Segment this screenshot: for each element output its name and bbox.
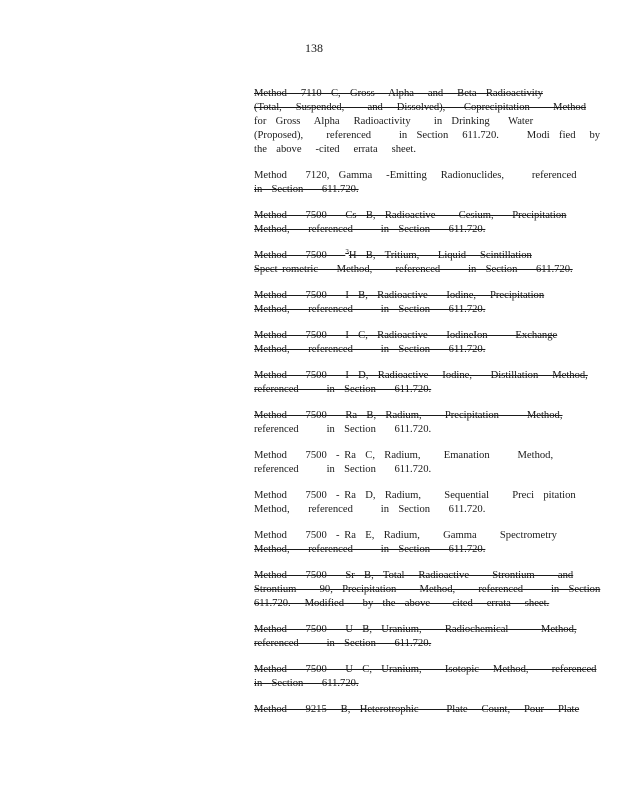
text-line	[254, 144, 528, 156]
struck-text: referenced in Section 611.720.	[254, 638, 432, 649]
struck-text: Method 7500 Sr B, Total Radioactive Strontium and	[254, 570, 574, 581]
struck-text: Method 9215 B, Heterotrophic Plate Count, Pour Plate	[254, 704, 580, 715]
struck-text: Spect rometric Method, referenced in Section 611.720.	[254, 264, 573, 275]
struck-text: Method 7500 I B, Radioactive Iodine, Precipitation	[254, 290, 545, 301]
text-line	[254, 184, 528, 196]
struck-text: Method, referenced in Section 611.720.	[254, 544, 486, 555]
struck-text: Strontium 90, Precipitation Method, referenced in Section	[254, 584, 601, 595]
struck-text: (Total, Suspended, and Dissolved), Coprecipitation Method	[254, 102, 587, 113]
line-text: (Proposed), referenced in Section 611.720. Modi fied by	[254, 130, 601, 141]
text-line	[254, 490, 576, 502]
text-line	[254, 424, 528, 436]
text-line	[254, 130, 601, 142]
line-text: for Gross Alpha Radioactivity in Drinking Water	[254, 116, 534, 127]
line-text: Method 7500 - Ra D, Radium, Sequential Preci pitation	[254, 490, 576, 501]
struck-text: Method 7500 I D, Radioactive Iodine, Distillation Method,	[254, 370, 588, 381]
superscript: 3	[345, 248, 349, 256]
struck-text: Method 7110 C, Gross Alpha and Beta Radioactivity	[254, 88, 543, 99]
line-text: referenced in Section 611.720.	[254, 424, 432, 435]
text-line	[254, 88, 543, 100]
text-line	[254, 530, 557, 542]
text-line	[254, 584, 601, 596]
struck-text: Method, referenced in Section 611.720.	[254, 344, 486, 355]
text-line	[254, 116, 534, 128]
line-text: Method 7500 - Ra C, Radium, Emanation Method,	[254, 450, 554, 461]
text-line	[254, 570, 574, 582]
struck-text: Method 7500 I C, Radioactive IodineIon Exchange	[254, 330, 558, 341]
text-line	[254, 370, 588, 382]
text-line	[254, 248, 532, 262]
text-line	[254, 624, 577, 636]
text-line	[254, 504, 528, 516]
text-line	[254, 102, 587, 114]
line-text: the above -cited errata sheet.	[254, 144, 417, 155]
text-line	[254, 464, 528, 476]
struck-text: Method, referenced in Section 611.720.	[254, 224, 486, 235]
struck-text: 611.720. Modified by the above -cited errata sheet.	[254, 598, 550, 609]
text-line	[254, 290, 545, 302]
text-line	[254, 224, 528, 236]
line-text: referenced in Section 611.720.	[254, 464, 432, 475]
text-line	[254, 264, 573, 276]
text-line	[254, 170, 577, 182]
line-text: Method 7500 - Ra E, Radium, Gamma Spectrometry	[254, 530, 557, 541]
text-line	[254, 344, 528, 356]
struck-text: Method 7500 Cs B, Radioactive Cesium, Precipitation	[254, 210, 567, 221]
struck-text: in Section 611.720.	[254, 678, 359, 689]
struck-text: Method, referenced in Section 611.720.	[254, 304, 486, 315]
struck-text: referenced in Section 611.720.	[254, 384, 432, 395]
text-line	[254, 598, 550, 610]
struck-text: Method 7500 U C, Uranium, Isotopic Method, referenced	[254, 664, 597, 675]
struck-text: Method 7500 Ra B, Radium, Precipitation Method,	[254, 410, 563, 421]
struck-text: Method 7500 $^3$H B, Tritium, Liquid Scintillation	[254, 248, 532, 261]
text-line	[254, 330, 558, 342]
text-line	[254, 210, 567, 222]
text-line	[254, 678, 528, 690]
text-line	[254, 664, 597, 676]
line-text: Method, referenced in Section 611.720.	[254, 504, 486, 515]
text-line	[254, 704, 580, 716]
text-line	[254, 544, 528, 556]
struck-text: in Section 611.720.	[254, 184, 359, 195]
text-line	[254, 410, 563, 422]
text-line	[254, 450, 554, 462]
text-line	[254, 384, 528, 396]
page-number: 138	[305, 41, 323, 55]
text-line	[254, 304, 528, 316]
struck-text: Method 7500 U B, Uranium, Radiochemical Method,	[254, 624, 577, 635]
text-line	[254, 638, 528, 650]
line-text: Method 7120, Gamma -Emitting Radionuclides, referenced	[254, 170, 577, 181]
